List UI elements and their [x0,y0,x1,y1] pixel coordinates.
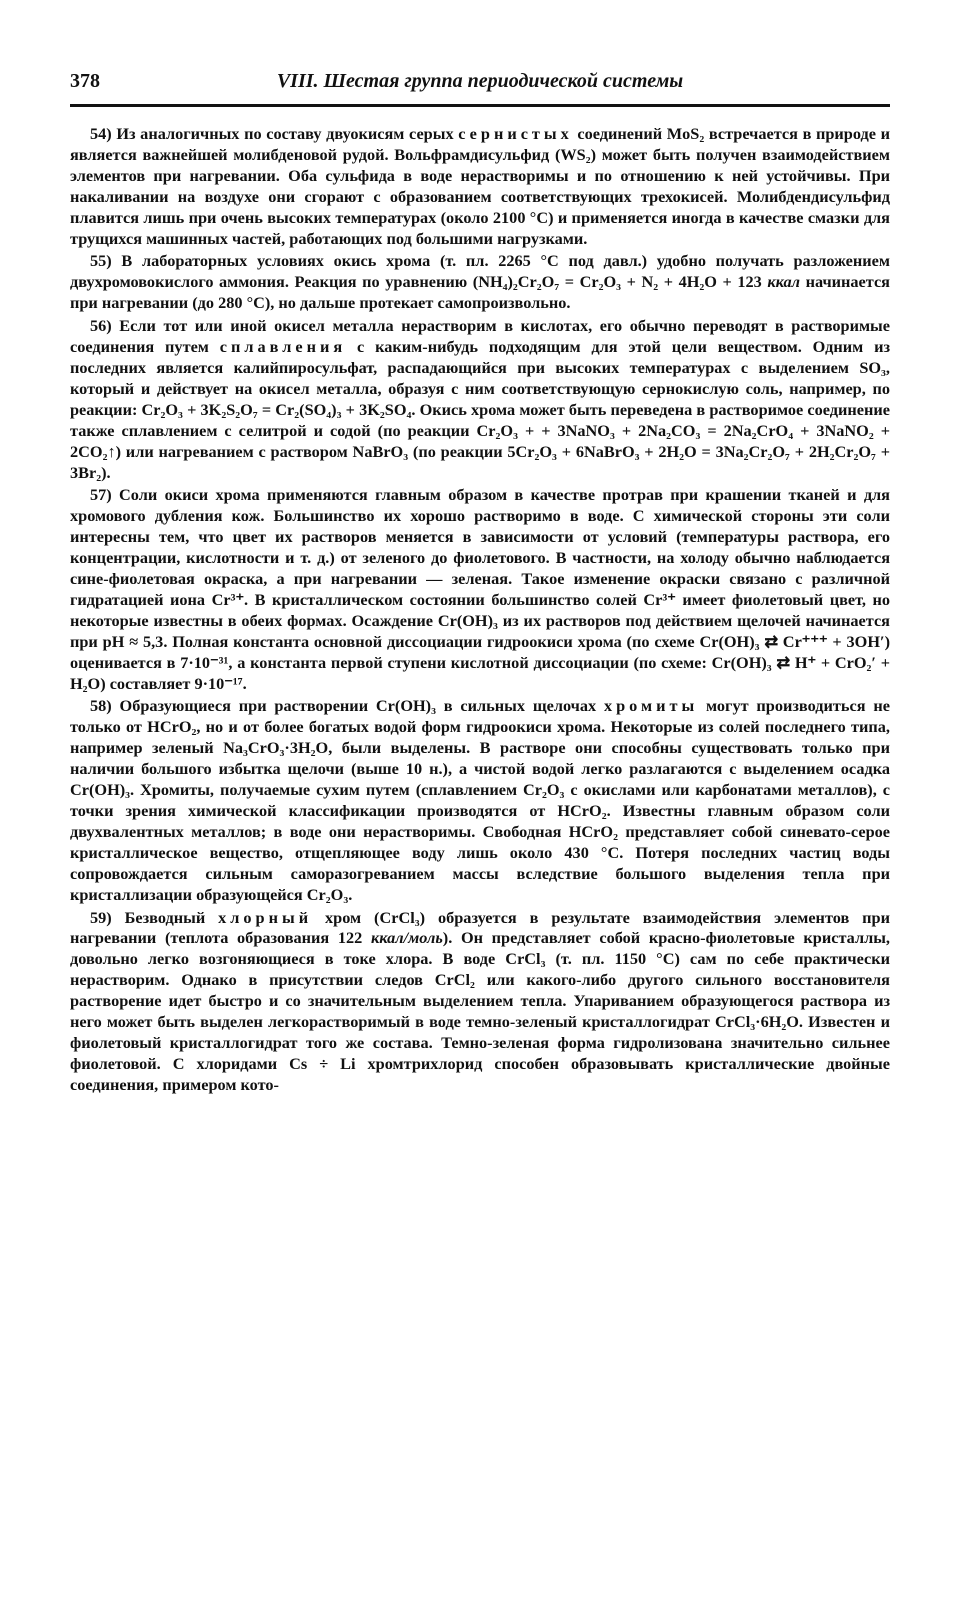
text-run: 58) Образующиеся при растворении Cr(OH)₃ в сильных щелочах [90,696,604,716]
italic-unit: ккал [767,272,800,292]
paragraph-55 [70,251,890,314]
page-body [70,124,890,1096]
text-run: 59) Безводный [90,907,219,927]
text-run: начинается при нагревании (до 280 °С), но дальше протекает самопроизвольно. [70,272,890,313]
page-header [70,70,890,107]
paragraph-56 [70,316,890,483]
text-run: 55) В лабораторных условиях окись хрома (т. пл. 2265 °С под давл.) удобно получать разложением двухромовокислого аммония. Реакция по уравнению (NH₄)₂Cr₂O₇ = Cr₂O₃ + N₂ + 4H₂O + 123 [70,251,890,292]
paragraph-57 [70,485,890,694]
text-run: 54) Из аналогичных по составу двуокисям серых [90,124,459,143]
spaced-term: хлорный [218,907,313,927]
spaced-term: сплавления [219,337,347,357]
text-run: могут производиться не только от HCrO₂, но и от более богатых водой форм гидроокиси хрома. Некоторые из солей последнего типа, например зеленый Na₃CrO₃·3H₂O, были выделены. В растворе они способны существовать только при наличии большого избытка щелочи (выше 10 н.), а чистой водой легко разлагаются с выделением осадка Cr(OH)₃. Хромиты, получаемые сухим путем (сплавлением Cr₂O₃ с окислами или карбонатами металлов), с точки зрения химической классификации производятся от HCrO₂. Известны главным образом соли двухвалентных металлов; в воде они нерастворимы. Свободная HCrO₂ представляет собой синевато-серое кристаллическое вещество, отщепляющее воду лишь около 430 °С. Потеря последних частиц воды сопровождается сильным саморазогреванием массы вследствие большого выделения тепла при кристаллизации образующейся Cr₂O₃. [70,696,890,904]
paragraph-59 [70,908,890,1096]
page-number: 378 [70,70,100,92]
text-run: соединений MoS₂ встречается в природе и является важнейшей молибденовой рудой. Вольфрамдисульфид (WS₂) может быть получен взаимодействием элементов при нагревании. Оба сульфида в воде нерастворимы и по отношению к ней устойчивы. При накаливании на воздухе они сгорают с образованием соответствующих трехокисей. Молибдендисульфид плавится лишь при очень высоких температурах (около 2100 °С) и применяется иногда в качестве смазки для трущихся машинных частей, работающих под большими нагрузками. [70,124,891,248]
text-run: 56) Если тот или иной окисел металла нерастворим в кислотах, его обычно переводят в растворимые соединения путем [70,316,890,357]
italic-unit: ккал/моль [370,928,443,948]
paragraph-54 [70,124,890,249]
spaced-term: хромиты [603,696,699,716]
paragraph-58 [70,696,890,905]
running-title: VIII. Шестая группа периодической системы [276,70,684,92]
text-run: ). Он представляет собой красно-фиолетовые кристаллы, довольно легко возгоняющиеся в токе хлора. В воде CrCl₃ (т. пл. 1150 °С) сам по себе практически нерастворим. Однако в присутствии следов CrCl₂ или какого-либо другого сильного восстановителя растворение идет быстро и со значительным выделением тепла. Упариванием образующегося раствора из него может быть выделен легкорастворимый в воде темно-зеленый кристаллогидрат CrCl₃·6H₂O. Известен и фиолетовый кристаллогидрат того же состава. Темно-зеленая форма гидролизована значительно сильнее фиолетовой. С хлоридами Cs ÷ Li хромтрихлорид способен образовывать кристаллические двойные соединения, примером кото- [70,928,891,1094]
text-run: с каким-нибудь подходящим для этой цели веществом. Одним из последних является калийпиросульфат, распадающийся при высоких температурах с выделением SO₃, который и действует на окисел металла, образуя с ним соответствующую сернокислую соль, например, по реакции: Cr₂O₃ + 3K₂S₂O₇ = Cr₂(SO₄)₃ + 3K₂SO₄. Окись хрома может быть переведена в растворимое соединение также сплавлением с селитрой и содой (по реакции Cr₂O₃ + + 3NaNO₃ + 2Na₂CO₃ = 2Na₂CrO₄ + 3NaNO₂ + 2CO₂↑) или нагреванием с раствором NaBrO₃ (по реакции 5Cr₂O₃ + 6NaBrO₃ + 2H₂O = 3Na₂Cr₂O₇ + 2H₂Cr₂O₇ + 3Br₂). [70,337,890,482]
text-run: 57) Соли окиси хрома применяются главным образом в качестве протрав при крашении тканей и для хромового дубления кож. Большинство их хорошо растворимо в воде. С химической стороны эти соли интересны тем, что цвет их растворов меняется в зависимости от условий (температуры раствора, его концентрации, кислотности и т. д.) от зеленого до фиолетового. В частности, на холоду обычно наблюдается сине-фиолетовая окраска, а при нагревании — зеленая. Такое изменение окраски связано с различной гидратацией иона Cr³⁺. В кристаллическом состоянии большинство солей Cr³⁺ имеет фиолетовый цвет, но некоторые известны в обеих формах. Осаждение Cr(OH)₃ из их растворов под действием щелочей начинается при pH ≈ 5,3. Полная константа основной диссоциации гидроокиси хрома (по схеме Cr(OH)₃ ⇄ Cr⁺⁺⁺ + 3OH′) оценивается в 7·10⁻³¹, а константа первой ступени кислотной диссоциации (по схеме: Cr(OH)₃ ⇄ H⁺ + CrO₂′ + H₂O) составляет 9·10⁻¹⁷. [70,485,890,693]
spaced-term: сернистых [458,124,573,143]
text-run: хром (CrCl₃) образуется в результате взаимодействия элементов при нагревании (теплота образования 122 [70,907,890,948]
